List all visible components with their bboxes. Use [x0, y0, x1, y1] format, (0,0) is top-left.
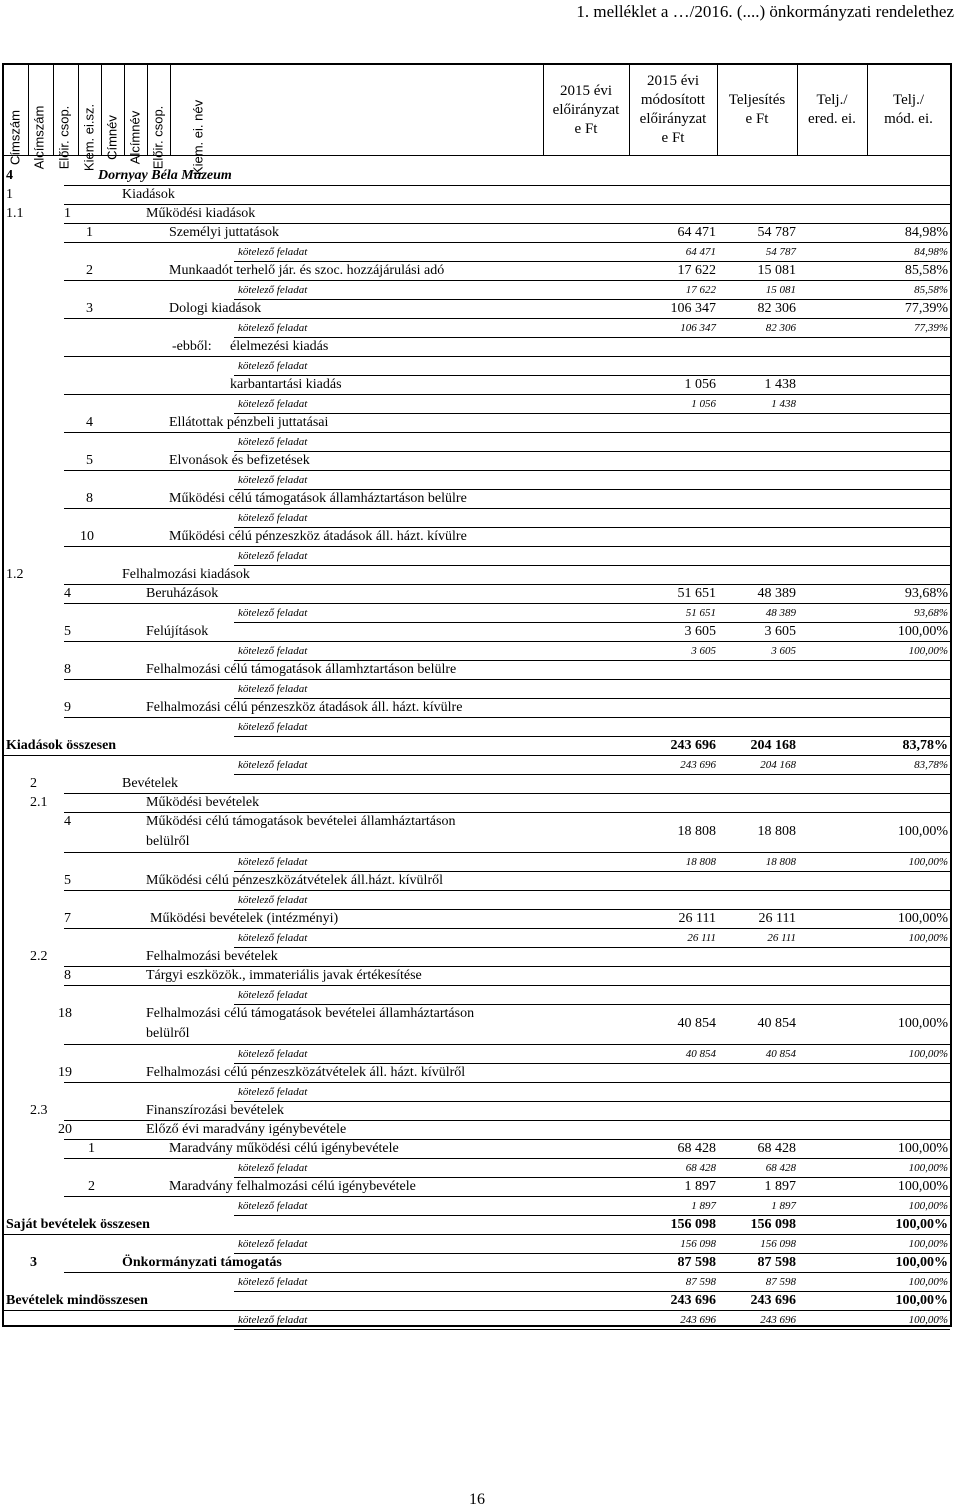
- table-row: [4, 872, 950, 891]
- kotelezo-feladat-label: kötelező feladat: [238, 512, 308, 524]
- table-row: [4, 1254, 950, 1273]
- row-label: Finanszírozási bevételek: [146, 1103, 285, 1118]
- table-row-kotelezo: [4, 891, 950, 910]
- value-telj-mod: 100,00%: [897, 1016, 948, 1031]
- kotelezo-feladat-label: kötelező feladat: [238, 360, 308, 372]
- value-telj-mod: 77,39%: [904, 301, 948, 316]
- value-teljesites: 68 428: [757, 1141, 796, 1156]
- row-code: 8: [86, 491, 93, 506]
- col-label-alcimnev: Alcímnév: [127, 110, 143, 165]
- value-modositott: 18 808: [677, 824, 716, 839]
- value-modositott: 243 696: [670, 738, 716, 753]
- col-label-cimnev: Címnév: [104, 115, 120, 160]
- row-label: Maradvány felhalmozási célú igénybevétele: [169, 1179, 416, 1194]
- table-row-kotelezo: [4, 1273, 950, 1292]
- table-row-kotelezo: [4, 1235, 950, 1254]
- row-label: Kiadások: [122, 187, 175, 202]
- value-telj-mod: 100,00%: [908, 1200, 948, 1212]
- value-teljesites: 15 081: [757, 263, 796, 278]
- value-teljesites: 87 598: [757, 1255, 796, 1270]
- kotelezo-feladat-label: kötelező feladat: [238, 932, 308, 944]
- table-row: [4, 186, 950, 205]
- table-row: [4, 1064, 950, 1083]
- value-modositott: 68 428: [685, 1162, 716, 1174]
- table-row-kotelezo: [4, 853, 950, 872]
- value-telj-mod: 100,00%: [908, 1276, 948, 1288]
- value-modositott: 26 111: [678, 911, 716, 926]
- row-label: Felhalmozási célú támogatások államhztartáson belülre: [146, 662, 457, 677]
- row-label: Működési célú pénzeszközátvételek áll.házt. kívülről: [146, 873, 444, 888]
- row-label: Önkormányzati támogatás: [122, 1255, 282, 1270]
- value-telj-mod: 84,98%: [914, 246, 948, 258]
- row-code: 20: [58, 1122, 72, 1137]
- col-header-telj-ered: Telj./ ered. ei.: [808, 92, 856, 127]
- value-modositott: 40 854: [677, 1016, 716, 1031]
- kotelezo-feladat-label: kötelező feladat: [238, 894, 308, 906]
- value-modositott: 106 347: [680, 322, 716, 334]
- kotelezo-feladat-label: kötelező feladat: [238, 1048, 308, 1060]
- value-teljesites: 26 111: [758, 911, 796, 926]
- kotelezo-feladat-label: kötelező feladat: [238, 989, 308, 1001]
- page-number: 16: [469, 1491, 485, 1508]
- row-code: 2: [88, 1179, 95, 1194]
- row-code: 3: [86, 301, 93, 316]
- value-modositott: 40 854: [685, 1048, 716, 1060]
- value-modositott: 64 471: [685, 246, 716, 258]
- value-telj-mod: 100,00%: [908, 1238, 948, 1250]
- table-row: [4, 338, 950, 357]
- row-code: 1.2: [6, 567, 24, 582]
- row-code: 2.1: [30, 795, 48, 810]
- value-telj-mod: 100,00%: [897, 1179, 948, 1194]
- value-telj-mod: 93,68%: [904, 586, 948, 601]
- value-teljesites: 87 598: [765, 1276, 796, 1288]
- value-telj-mod: 100,00%: [895, 1255, 948, 1270]
- value-teljesites: 40 854: [765, 1048, 796, 1060]
- value-teljesites: 40 854: [757, 1016, 796, 1031]
- kotelezo-feladat-label: kötelező feladat: [238, 284, 308, 296]
- row-label: Működési célú támogatások államháztartáson belülre: [169, 491, 467, 506]
- col-label-kiem-eisz: Kiem. ei.sz.: [81, 103, 97, 172]
- kotelezo-feladat-label: kötelező feladat: [238, 1238, 308, 1250]
- value-telj-mod: 100,00%: [897, 1141, 948, 1156]
- value-teljesites: 68 428: [765, 1162, 796, 1174]
- value-modositott: 243 696: [670, 1293, 716, 1308]
- row-code: 2.2: [30, 949, 48, 964]
- value-modositott: 1 056: [691, 398, 716, 410]
- row-code: Bevételek mindösszesen: [6, 1293, 148, 1308]
- kotelezo-feladat-label: kötelező feladat: [238, 607, 308, 619]
- table-row: [4, 1102, 950, 1121]
- table-row: [4, 205, 950, 224]
- col-label-alcimszam: Alcímszám: [31, 105, 47, 170]
- row-label: Ellátottak pénzbeli juttatásai: [169, 415, 329, 430]
- value-telj-mod: 83,78%: [914, 759, 948, 771]
- value-telj-mod: 93,68%: [914, 607, 948, 619]
- value-telj-mod: 100,00%: [908, 856, 948, 868]
- row-label: Munkaadót terhelő jár. és szoc. hozzájárulási adó: [169, 263, 445, 278]
- row-label: Működési célú pénzeszköz átadások áll. házt. kívülre: [169, 529, 467, 544]
- table-row: [4, 1178, 950, 1197]
- value-teljesites: 3 605: [764, 624, 796, 639]
- table-row-kotelezo: [4, 1311, 950, 1330]
- row-label: Előző évi maradvány igénybevétele: [146, 1122, 347, 1137]
- table-row-kotelezo: [4, 357, 950, 376]
- table-row-kotelezo: [4, 1197, 950, 1216]
- row-label: Működési bevételek (intézményi): [150, 911, 339, 926]
- value-modositott: 3 605: [691, 645, 716, 657]
- value-modositott: 64 471: [677, 225, 716, 240]
- value-teljesites: 156 098: [760, 1238, 796, 1250]
- row-label-line2: belülről: [146, 834, 190, 849]
- value-teljesites: 54 787: [757, 225, 796, 240]
- row-code: 2: [30, 776, 37, 791]
- value-teljesites: 1 897: [764, 1179, 796, 1194]
- value-teljesites: 243 696: [750, 1293, 796, 1308]
- value-modositott: 18 808: [685, 856, 716, 868]
- value-teljesites: 18 808: [765, 856, 796, 868]
- row-label: Felhalmozási célú pénzeszközátvételek áll. házt. kívülről: [146, 1065, 466, 1080]
- table-row-kotelezo: [4, 756, 950, 775]
- row-code: 8: [64, 662, 71, 677]
- table-row-kotelezo: [4, 1045, 950, 1064]
- value-teljesites: 1 897: [771, 1200, 796, 1212]
- value-teljesites: 1 438: [764, 377, 796, 392]
- col-header-telj-mod: Telj./ mód. ei.: [884, 92, 933, 127]
- value-modositott: 156 098: [670, 1217, 716, 1232]
- table-row-kotelezo: [4, 471, 950, 490]
- row-label: Működési bevételek: [146, 795, 260, 810]
- row-code: 1.1: [6, 206, 24, 221]
- table-row: [4, 490, 950, 509]
- table-row-kotelezo: [4, 319, 950, 338]
- value-modositott: 26 111: [687, 932, 716, 944]
- row-code: 7: [64, 911, 71, 926]
- table-row: [4, 585, 950, 604]
- value-teljesites: 82 306: [757, 301, 796, 316]
- kotelezo-feladat-label: kötelező feladat: [238, 1086, 308, 1098]
- value-teljesites: 48 389: [765, 607, 796, 619]
- table-row: [4, 224, 950, 243]
- value-telj-mod: 85,58%: [914, 284, 948, 296]
- table-row: [4, 661, 950, 680]
- row-code: 2: [86, 263, 93, 278]
- value-teljesites: 18 808: [757, 824, 796, 839]
- table-row: [4, 167, 950, 186]
- table-row: [4, 1140, 950, 1159]
- value-modositott: 1 897: [691, 1200, 716, 1212]
- value-modositott: 243 696: [680, 1314, 716, 1326]
- row-label: Elvonások és befizetések: [169, 453, 310, 468]
- table-row: [4, 623, 950, 642]
- row-label: Bevételek: [122, 776, 178, 791]
- table-row: [4, 1121, 950, 1140]
- kotelezo-feladat-label: kötelező feladat: [238, 856, 308, 868]
- kotelezo-feladat-label: kötelező feladat: [238, 1314, 308, 1326]
- table-row-kotelezo: [4, 986, 950, 1005]
- row-label: Maradvány működési célú igénybevétele: [169, 1141, 399, 1156]
- row-label: Felhalmozási célú pénzeszköz átadások áll. házt. kívülre: [146, 700, 463, 715]
- table-row: [4, 737, 950, 756]
- row-code: 4: [6, 168, 13, 183]
- table-row: [4, 1216, 950, 1235]
- value-modositott: 243 696: [680, 759, 716, 771]
- row-label-line2: belülről: [146, 1026, 190, 1041]
- table-row: [4, 300, 950, 319]
- value-modositott: 1 897: [684, 1179, 716, 1194]
- col-label-cimszam: Címszám: [7, 110, 23, 165]
- value-teljesites: 26 111: [767, 932, 796, 944]
- row-label: élelmezési kiadás: [230, 339, 329, 354]
- row-label: Tárgyi eszközök., immateriális javak értékesítése: [146, 968, 422, 983]
- row-code: -ebből:: [172, 339, 212, 354]
- row-code: 18: [58, 1006, 72, 1021]
- row-code-2: 1: [64, 206, 71, 221]
- kotelezo-feladat-label: kötelező feladat: [238, 322, 308, 334]
- value-telj-mod: 100,00%: [897, 824, 948, 839]
- value-modositott: 68 428: [677, 1141, 716, 1156]
- table-row: [4, 528, 950, 547]
- table-row: [4, 813, 950, 853]
- row-label: Beruházások: [146, 586, 219, 601]
- value-telj-mod: 100,00%: [908, 932, 948, 944]
- value-telj-mod: 85,58%: [904, 263, 948, 278]
- value-modositott: 87 598: [685, 1276, 716, 1288]
- document-header: 1. melléklet a …/2016. (....) önkormányzati rendelethez: [576, 2, 954, 21]
- value-telj-mod: 100,00%: [908, 1314, 948, 1326]
- row-label: Személyi juttatások: [169, 225, 280, 240]
- row-code: 9: [64, 700, 71, 715]
- table-row: [4, 376, 950, 395]
- value-telj-mod: 77,39%: [914, 322, 948, 334]
- row-code: 1: [88, 1141, 95, 1156]
- row-code: 10: [80, 529, 94, 544]
- table-row-kotelezo: [4, 509, 950, 528]
- table-row: [4, 775, 950, 794]
- value-teljesites: 48 389: [757, 586, 796, 601]
- table-row-kotelezo: [4, 718, 950, 737]
- value-modositott: 1 056: [684, 377, 716, 392]
- kotelezo-feladat-label: kötelező feladat: [238, 1276, 308, 1288]
- table-row-kotelezo: [4, 929, 950, 948]
- kotelezo-feladat-label: kötelező feladat: [238, 721, 308, 733]
- table-row: [4, 967, 950, 986]
- table-row: [4, 566, 950, 585]
- table-row: [4, 452, 950, 471]
- kotelezo-feladat-label: kötelező feladat: [238, 246, 308, 258]
- value-telj-mod: 100,00%: [897, 624, 948, 639]
- row-label: Dornyay Béla Múzeum: [98, 168, 232, 183]
- table-row-kotelezo: [4, 395, 950, 414]
- value-telj-mod: 100,00%: [895, 1293, 948, 1308]
- table-row-kotelezo: [4, 1083, 950, 1102]
- value-modositott: 17 622: [685, 284, 716, 296]
- row-code: Saját bevételek összesen: [6, 1217, 150, 1232]
- value-modositott: 51 651: [677, 586, 716, 601]
- value-teljesites: 54 787: [765, 246, 796, 258]
- kotelezo-feladat-label: kötelező feladat: [238, 474, 308, 486]
- kotelezo-feladat-label: kötelező feladat: [238, 436, 308, 448]
- table-row: [4, 1292, 950, 1311]
- kotelezo-feladat-label: kötelező feladat: [238, 1200, 308, 1212]
- col-label-eloir-csop: Előir. csop.: [56, 105, 72, 170]
- row-code: 5: [64, 873, 71, 888]
- value-telj-mod: 100,00%: [908, 645, 948, 657]
- value-teljesites: 204 168: [760, 759, 796, 771]
- row-label: Felhalmozási kiadások: [122, 567, 250, 582]
- table-row-kotelezo: [4, 604, 950, 623]
- row-code: Kiadások összesen: [6, 738, 117, 753]
- table-row: [4, 414, 950, 433]
- value-teljesites: 15 081: [765, 284, 796, 296]
- row-code: 19: [58, 1065, 72, 1080]
- value-teljesites: 1 438: [771, 398, 796, 410]
- value-telj-mod: 83,78%: [902, 738, 948, 753]
- row-code: 5: [64, 624, 71, 639]
- table-row: [4, 948, 950, 967]
- table-row-kotelezo: [4, 243, 950, 262]
- row-label: Működési célú támogatások bevételei államháztartáson: [146, 814, 456, 829]
- value-telj-mod: 84,98%: [904, 225, 948, 240]
- table-row: [4, 262, 950, 281]
- value-teljesites: 82 306: [765, 322, 796, 334]
- kotelezo-feladat-label: kötelező feladat: [238, 550, 308, 562]
- row-code: 8: [64, 968, 71, 983]
- table-row-kotelezo: [4, 1159, 950, 1178]
- table-row-kotelezo: [4, 642, 950, 661]
- value-telj-mod: 100,00%: [908, 1048, 948, 1060]
- kotelezo-feladat-label: kötelező feladat: [238, 1162, 308, 1174]
- row-label: karbantartási kiadás: [230, 377, 342, 392]
- row-label: Felújítások: [146, 624, 209, 639]
- row-code: 2.3: [30, 1103, 48, 1118]
- value-modositott: 17 622: [677, 263, 716, 278]
- row-label: Működési kiadások: [146, 206, 256, 221]
- value-telj-mod: 100,00%: [897, 911, 948, 926]
- row-label: Felhalmozási célú támogatások bevételei államháztartáson: [146, 1006, 475, 1021]
- row-code: 1: [86, 225, 93, 240]
- table-row: [4, 910, 950, 929]
- value-teljesites: 243 696: [760, 1314, 796, 1326]
- row-label: Dologi kiadások: [169, 301, 262, 316]
- kotelezo-feladat-label: kötelező feladat: [238, 759, 308, 771]
- value-modositott: 3 605: [684, 624, 716, 639]
- value-modositott: 87 598: [677, 1255, 716, 1270]
- table-row-kotelezo: [4, 281, 950, 300]
- table-row: [4, 794, 950, 813]
- row-code: 4: [64, 586, 71, 601]
- row-code: 5: [86, 453, 93, 468]
- table-row: [4, 1005, 950, 1045]
- row-label: Felhalmozási bevételek: [146, 949, 278, 964]
- col-label-kiem-ei-nev: Kiem. ei. név: [190, 99, 206, 176]
- value-telj-mod: 100,00%: [908, 1162, 948, 1174]
- col-header-eloiranyzat: 2015 évi előirányzat e Ft: [552, 82, 620, 137]
- value-teljesites: 3 605: [771, 645, 796, 657]
- row-code: 3: [30, 1255, 37, 1270]
- table-row: [4, 699, 950, 718]
- row-code: 4: [86, 415, 93, 430]
- value-modositott: 106 347: [670, 301, 716, 316]
- table-row-kotelezo: [4, 547, 950, 566]
- kotelezo-feladat-label: kötelező feladat: [238, 645, 308, 657]
- row-code: 4: [64, 814, 71, 829]
- col-label-eloir-csop-2: Előir. csop.: [150, 105, 166, 170]
- col-header-teljesites: Teljesítés e Ft: [728, 92, 786, 127]
- table-row-kotelezo: [4, 433, 950, 452]
- value-telj-mod: 100,00%: [895, 1217, 948, 1232]
- value-modositott: 51 651: [685, 607, 716, 619]
- table-row-kotelezo: [4, 680, 950, 699]
- kotelezo-feladat-label: kötelező feladat: [238, 398, 308, 410]
- kotelezo-feladat-label: kötelező feladat: [238, 683, 308, 695]
- col-header-modositott: 2015 évi módosított előirányzat e Ft: [639, 73, 707, 146]
- value-teljesites: 204 168: [750, 738, 796, 753]
- value-modositott: 156 098: [680, 1238, 716, 1250]
- row-code: 1: [6, 187, 13, 202]
- value-teljesites: 156 098: [750, 1217, 796, 1232]
